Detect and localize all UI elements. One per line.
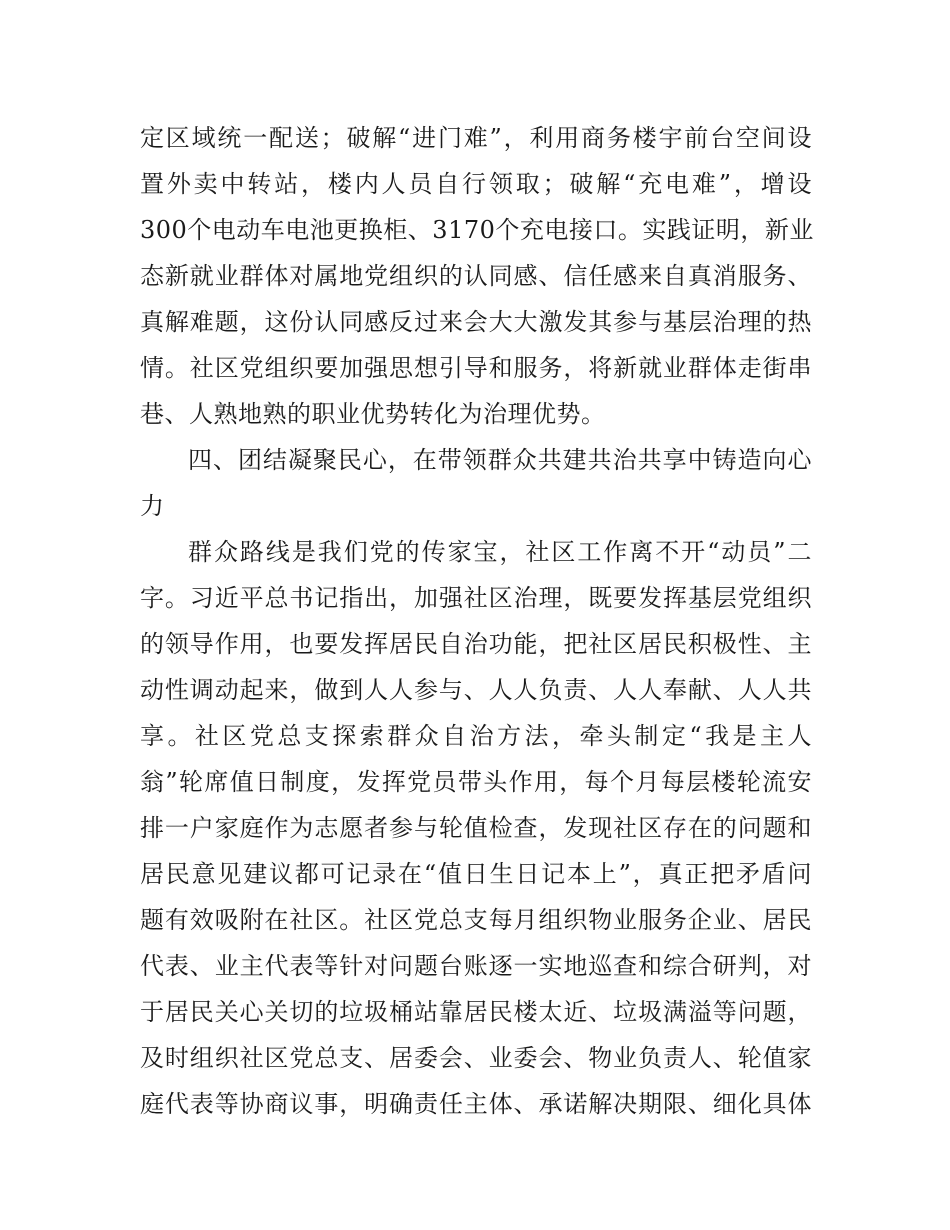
paragraph-2-line-3: 的领导作用，也要发挥居民自治功能，把社区居民积极性、主 bbox=[140, 630, 812, 658]
paragraph-2-line-10: 代表、业主代表等针对问题台账逐一实地巡查和综合研判，对 bbox=[140, 952, 812, 980]
paragraph-1-line-5: 真解难题，这份认同感反过来会大大激发其参与基层治理的热 bbox=[140, 308, 812, 336]
paragraph-2-line-1: 群众路线是我们党的传家宝，社区工作离不开“动员”二 bbox=[188, 538, 812, 566]
section-heading-4-line-1: 四、团结凝聚民心，在带领群众共建共治共享中铸造向心 bbox=[188, 446, 812, 474]
paragraph-1-line-1: 定区域统一配送；破解“进门难”，利用商务楼宇前台空间设 bbox=[140, 124, 812, 152]
paragraph-2-line-9: 题有效吸附在社区。社区党总支每月组织物业服务企业、居民 bbox=[140, 906, 812, 934]
paragraph-2-line-7: 排一户家庭作为志愿者参与轮值检查，发现社区存在的问题和 bbox=[140, 814, 812, 842]
paragraph-2-line-2: 字。习近平总书记指出，加强社区治理，既要发挥基层党组织 bbox=[140, 584, 812, 612]
paragraph-2-line-4: 动性调动起来，做到人人参与、人人负责、人人奉献、人人共 bbox=[140, 676, 812, 704]
paragraph-2-line-12: 及时组织社区党总支、居委会、业委会、物业负责人、轮值家 bbox=[140, 1044, 812, 1072]
paragraph-2-line-6: 翁”轮席值日制度，发挥党员带头作用，每个月每层楼轮流安 bbox=[140, 768, 812, 796]
paragraph-1-line-3: 300个电动车电池更换柜、3170个充电接口。实践证明，新业 bbox=[140, 216, 814, 244]
paragraph-1-line-6: 情。社区党组织要加强思想引导和服务，将新就业群体走街串 bbox=[140, 354, 812, 382]
paragraph-2-line-13: 庭代表等协商议事，明确责任主体、承诺解决期限、细化具体 bbox=[140, 1090, 812, 1118]
paragraph-1-line-2: 置外卖中转站，楼内人员自行领取；破解“充电难”，增设 bbox=[140, 170, 812, 198]
section-heading-4-line-2: 力 bbox=[140, 492, 165, 520]
paragraph-2-line-8: 居民意见建议都可记录在“值日生日记本上”，真正把矛盾问 bbox=[140, 860, 812, 888]
paragraph-2-line-11: 于居民关心关切的垃圾桶站靠居民楼太近、垃圾满溢等问题， bbox=[140, 998, 812, 1026]
paragraph-1-line-7: 巷、人熟地熟的职业优势转化为治理优势。 bbox=[140, 400, 606, 428]
paragraph-2-line-5: 享。社区党总支探索群众自治方法，牵头制定“我是主人 bbox=[140, 722, 812, 750]
paragraph-1-line-4: 态新就业群体对属地党组织的认同感、信任感来自真消服务、 bbox=[140, 262, 812, 290]
